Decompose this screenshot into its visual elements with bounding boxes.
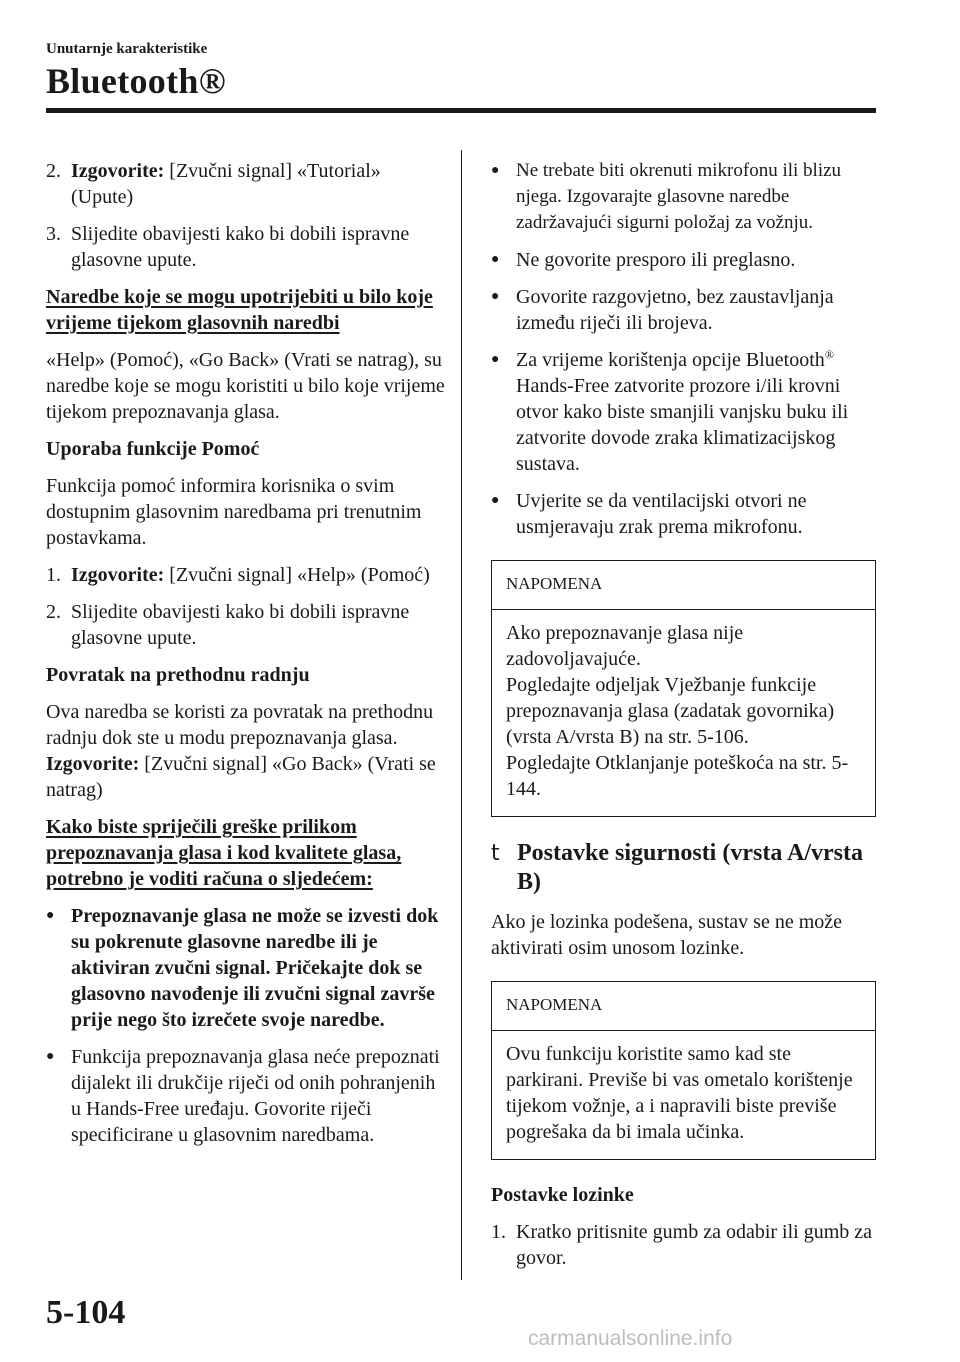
step-number: 2. (46, 601, 61, 623)
heading-help: Uporaba funkcije Pomoć (46, 438, 260, 460)
left-column (46, 158, 446, 1159)
page-number: 5-104 (46, 1294, 126, 1331)
step-2 (46, 158, 446, 210)
section-label: Unutarnje karakteristike (46, 41, 208, 57)
bullet-icon: ● (491, 163, 500, 178)
step-number: 1. (491, 1221, 506, 1243)
watermark: carmanualsonline.info (528, 1327, 733, 1350)
heading-go-back: Povratak na prethodnu radnju (46, 664, 310, 686)
say-text: [Zvučni signal] «Go Back» (Vrati se natrag) (46, 753, 436, 801)
say-label: Izgovorite: (71, 160, 165, 182)
bullet-text (516, 347, 876, 477)
note-line: Pogledajte odjeljak Vježbanje funkcije prepoznavanja glasa (zadatak govornika) (vrsta A/vrsta B) na str. 5-106. (506, 674, 835, 748)
note-title: NAPOMENA (492, 561, 875, 610)
bullet-text: Ne govorite presporo ili preglasno. (516, 249, 796, 271)
help-step-2 (46, 599, 446, 651)
paragraph-security: Ako je lozinka podešena, sustav se ne može aktivirati osim unosom lozinke. (491, 911, 843, 959)
bullet-text: Prepoznavanje glasa ne može se izvesti dok su pokrenute glasovne naredbe ili je aktiviran zvučni signal. Pričekajte dok se glasovno navođenje ili zvučni signal završe prije nego što izrečete svoje naredbe. (71, 905, 439, 1031)
bullet-item (46, 903, 446, 1033)
step-text: Slijedite obavijesti kako bi dobili ispravne glasovne upute. (71, 601, 410, 649)
bullet-icon: ● (491, 252, 500, 267)
section-heading-security (491, 839, 876, 897)
bullet-icon: ● (491, 493, 500, 508)
heading-password: Postavke lozinke (491, 1184, 634, 1206)
step-text: Slijedite obavijesti kako bi dobili ispravne glasovne upute. (71, 223, 410, 271)
bullet-item (491, 488, 876, 540)
note-title: NAPOMENA (492, 982, 875, 1031)
step-text: Kratko pritisnite gumb za odabir ili gumb za govor. (516, 1221, 873, 1269)
bullet-text: Govorite razgovjetno, bez zaustavljanja između riječi ili brojeva. (516, 286, 834, 334)
step-3 (46, 221, 446, 273)
step-number: 1. (46, 564, 61, 586)
section-marker-icon: t (491, 841, 500, 866)
bullet-icon: ● (491, 289, 500, 304)
bullet-item (491, 158, 876, 236)
note-body: Ovu funkciju koristite samo kad ste parkirani. Previše bi vas ometalo korištenje tijekom vožnje, a i napravili biste previše pogrešaka da bi imala učinka. (506, 1043, 853, 1143)
paragraph-help: Funkcija pomoć informira korisnika o svim dostupnim glasovnim naredbama pri trenutnim postavkama. (46, 475, 422, 549)
note-line: Pogledajte Otklanjanje poteškoća na str. 5-144. (506, 752, 849, 800)
note-line: Ako prepoznavanje glasa nije zadovoljavajuće. (506, 622, 744, 670)
column-divider (461, 150, 462, 1280)
help-step-1 (46, 562, 446, 588)
bullet-icon: ● (46, 908, 55, 923)
bullet-item (491, 284, 876, 336)
bullet-text-part: Hands-Free zatvorite prozore i/ili krovni otvor kako biste smanjili vanjsku buku ili zatvorite dovode zraka klimatizacijskog sustava. (516, 375, 849, 475)
note-box-voice (491, 560, 876, 817)
say-label: Izgovorite: (46, 753, 140, 775)
note-body (492, 610, 875, 816)
bullet-text-part: Za vrijeme korištenja opcije Bluetooth (516, 349, 825, 371)
bullet-text: Uvjerite se da ventilacijski otvori ne usmjeravaju zrak prema mikrofonu. (516, 490, 807, 538)
header-rule (46, 108, 876, 113)
bullet-text: Ne trebate biti okrenuti mikrofonu ili blizu njega. Izgovarajte glasovne naredbe zadržavajući sigurni položaj za vožnju. (516, 160, 842, 233)
go-back-say (46, 751, 446, 803)
chapter-title: Bluetooth® (46, 61, 226, 101)
bullet-text: Funkcija prepoznavanja glasa neće prepoznati dijalekt ili drukčije riječi od onih pohranjenih u Hands-Free uređaju. Govorite riječi specificirane u glasovnim naredbama. (71, 1046, 440, 1146)
section-title: Postavke sigurnosti (vrsta A/vrsta B) (517, 840, 863, 895)
heading-prevent-errors: Kako biste spriječili greške prilikom prepoznavanja glasa i kod kvalitete glasa, potrebno je voditi računa o sljedećem: (46, 816, 402, 890)
bullet-item (491, 347, 876, 477)
step-text: [Zvučni signal] «Help» (Pomoć) (164, 564, 430, 586)
pw-step-1 (491, 1219, 876, 1271)
step-number: 2. (46, 160, 61, 182)
note-box-parking (491, 981, 876, 1160)
registered-mark: ® (824, 347, 834, 362)
say-label: Izgovorite: (71, 564, 165, 586)
bullet-icon: ● (46, 1049, 55, 1064)
paragraph-go-back: Ova naredba se koristi za povratak na prethodnu radnju dok ste u modu prepoznavanja glasa. (46, 701, 434, 749)
right-column (491, 158, 876, 1282)
paragraph-anytime-commands: «Help» (Pomoć), «Go Back» (Vrati se natrag), su naredbe koje se mogu koristiti u bilo koje vrijeme tijekom prepoznavanja glasa. (46, 349, 445, 423)
step-number: 3. (46, 223, 61, 245)
bullet-icon: ● (491, 352, 500, 367)
bullet-item (491, 247, 876, 273)
heading-anytime-commands: Naredbe koje se mogu upotrijebiti u bilo koje vrijeme tijekom glasovnih naredbi (46, 286, 433, 334)
step-text: [Zvučni signal] «Tutorial» (Upute) (71, 160, 381, 208)
bullet-item (46, 1044, 446, 1148)
